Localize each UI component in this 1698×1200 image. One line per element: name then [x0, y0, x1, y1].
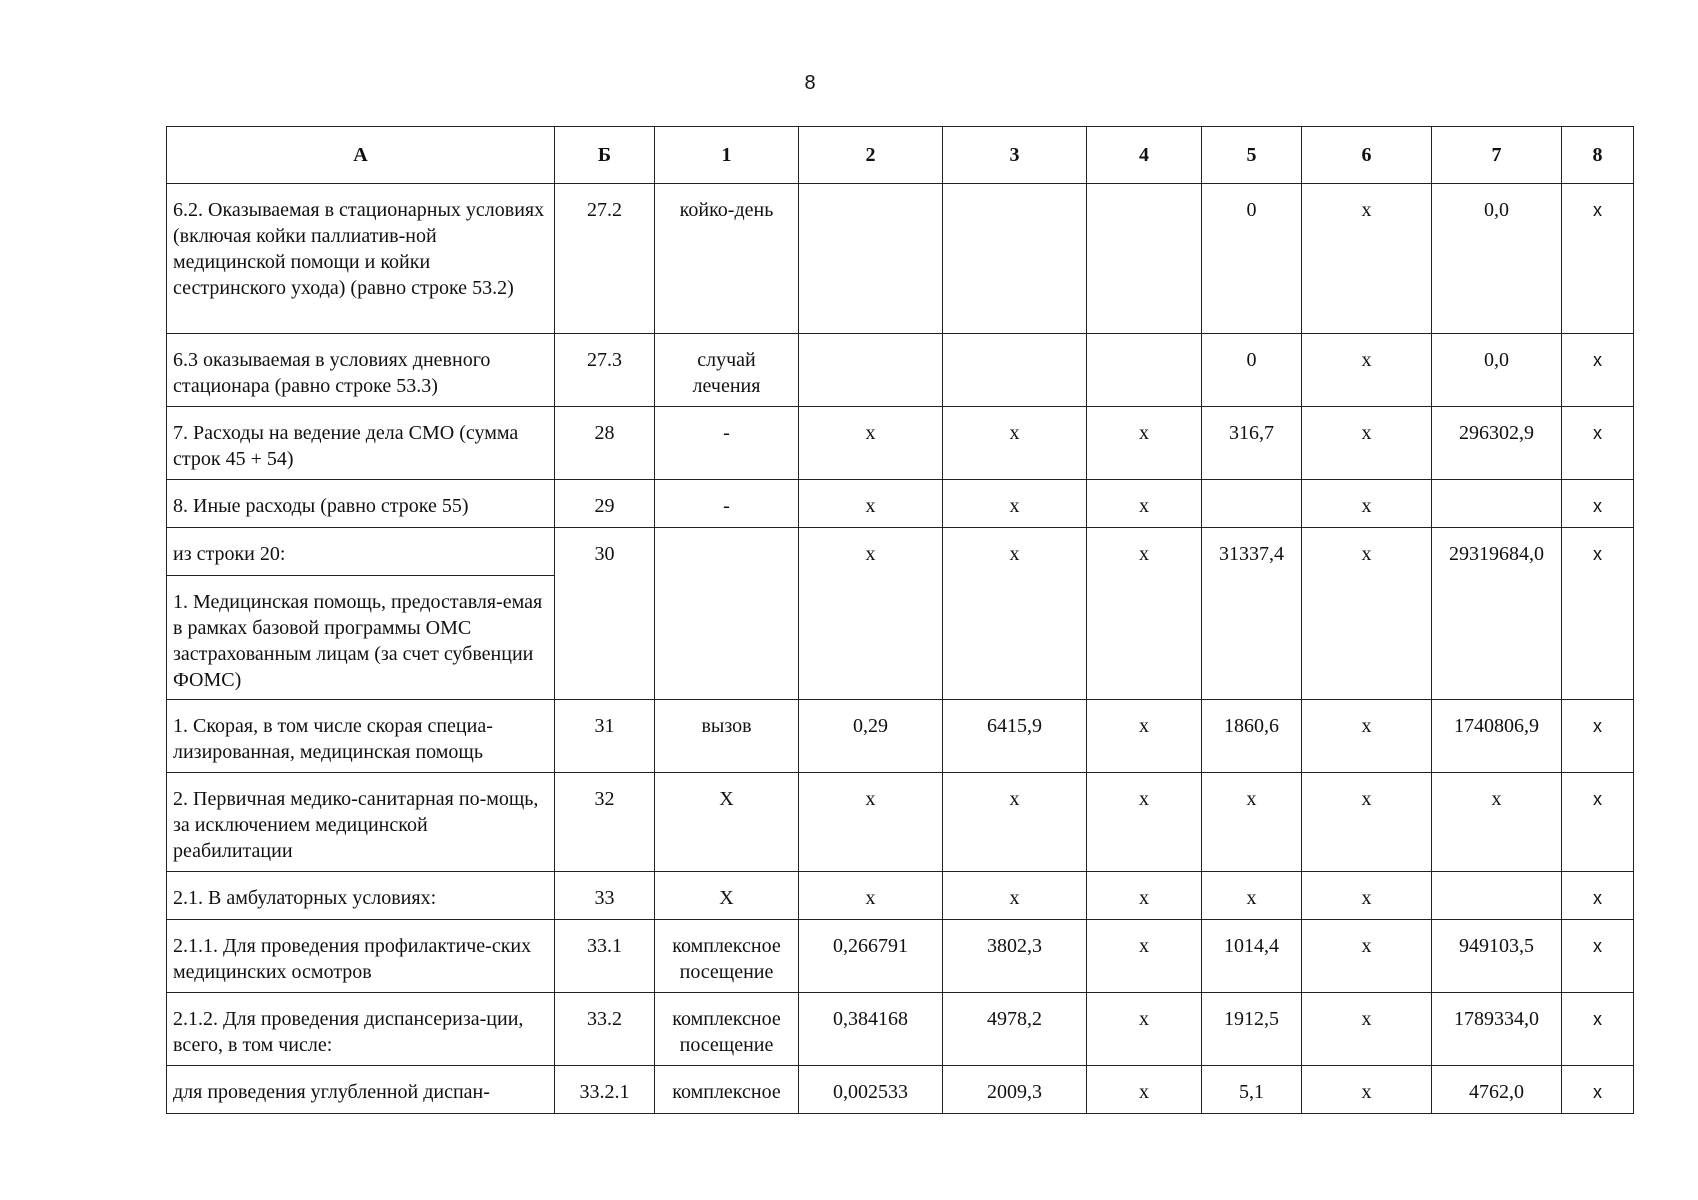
- cell-col-8: х: [1562, 773, 1634, 872]
- cell-col-6: х: [1302, 407, 1432, 480]
- row-code: 33: [555, 872, 655, 920]
- row-code: 33.2.1: [555, 1066, 655, 1114]
- cell-col-5: х: [1202, 773, 1302, 872]
- cell-col-2: [799, 334, 943, 407]
- cell-col-5: х: [1202, 872, 1302, 920]
- cell-col-6: х: [1302, 528, 1432, 700]
- cell-col-2: х: [799, 407, 943, 480]
- cell-col-8: х: [1562, 700, 1634, 773]
- cell-col-1: комплексное посещение: [655, 993, 799, 1066]
- cell-col-2: х: [799, 528, 943, 700]
- table-row: [167, 1066, 1634, 1114]
- cell-col-3: [943, 334, 1087, 407]
- row-code: 27.2: [555, 184, 655, 334]
- row-code: 33.1: [555, 920, 655, 993]
- cell-col-7: 0,0: [1432, 184, 1562, 334]
- header-cell-8: 8: [1562, 127, 1634, 184]
- row-code: 28: [555, 407, 655, 480]
- cell-col-1: комплексное посещение: [655, 920, 799, 993]
- cell-col-6: х: [1302, 993, 1432, 1066]
- row-name: 1. Скорая, в том числе скорая специа-лизированная, медицинская помощь: [167, 700, 555, 773]
- cell-col-8: х: [1562, 993, 1634, 1066]
- cell-col-7: 1740806,9: [1432, 700, 1562, 773]
- cell-col-1: вызов: [655, 700, 799, 773]
- cell-col-1: койко-день: [655, 184, 799, 334]
- row-code: 32: [555, 773, 655, 872]
- cell-col-5: 0: [1202, 334, 1302, 407]
- header-cell-2: 2: [799, 127, 943, 184]
- row-code: 30: [555, 528, 655, 700]
- cell-col-2: х: [799, 872, 943, 920]
- cell-col-3: х: [943, 480, 1087, 528]
- table-row: [167, 773, 1634, 872]
- cell-col-2: 0,29: [799, 700, 943, 773]
- table-row: [167, 993, 1634, 1066]
- header-cell-4: 4: [1087, 127, 1202, 184]
- header-cell-3: 3: [943, 127, 1087, 184]
- header-cell-b: Б: [555, 127, 655, 184]
- cell-col-5: 1014,4: [1202, 920, 1302, 993]
- row-name: 8. Иные расходы (равно строке 55): [167, 480, 555, 528]
- header-cell-6: 6: [1302, 127, 1432, 184]
- row-code: 27.3: [555, 334, 655, 407]
- cell-col-5: 316,7: [1202, 407, 1302, 480]
- row-name: из строки 20:: [167, 528, 555, 576]
- cell-col-6: х: [1302, 920, 1432, 993]
- cell-col-7: 296302,9: [1432, 407, 1562, 480]
- table-row: [167, 700, 1634, 773]
- cell-col-4: [1087, 334, 1202, 407]
- cell-col-1: -: [655, 407, 799, 480]
- table-row: [167, 407, 1634, 480]
- cell-col-6: х: [1302, 700, 1432, 773]
- table-row: [167, 480, 1634, 528]
- cell-col-1: случай лечения: [655, 334, 799, 407]
- cell-col-6: х: [1302, 1066, 1432, 1114]
- cell-col-8: х: [1562, 528, 1634, 700]
- cell-col-6: х: [1302, 872, 1432, 920]
- row-name: 6.3 оказываемая в условиях дневного стационара (равно строке 53.3): [167, 334, 555, 407]
- cell-col-7: 4762,0: [1432, 1066, 1562, 1114]
- cell-col-7: [1432, 480, 1562, 528]
- cell-col-4: х: [1087, 1066, 1202, 1114]
- cell-col-5: 1860,6: [1202, 700, 1302, 773]
- cell-col-1: Х: [655, 773, 799, 872]
- cell-col-4: х: [1087, 872, 1202, 920]
- cell-col-5: 5,1: [1202, 1066, 1302, 1114]
- cell-col-3: 2009,3: [943, 1066, 1087, 1114]
- cell-col-6: х: [1302, 480, 1432, 528]
- page-number: 8: [804, 72, 816, 94]
- cell-col-5: 31337,4: [1202, 528, 1302, 700]
- cell-col-7: 1789334,0: [1432, 993, 1562, 1066]
- row-code: 31: [555, 700, 655, 773]
- cell-col-8: х: [1562, 184, 1634, 334]
- header-row: [167, 127, 1634, 184]
- cell-col-1: -: [655, 480, 799, 528]
- cell-col-4: [1087, 184, 1202, 334]
- table-row: [167, 920, 1634, 993]
- cell-col-2: 0,266791: [799, 920, 943, 993]
- cell-col-6: х: [1302, 773, 1432, 872]
- cell-col-3: 3802,3: [943, 920, 1087, 993]
- cell-col-5: 0: [1202, 184, 1302, 334]
- report-table: [166, 126, 1634, 1114]
- cell-col-4: х: [1087, 920, 1202, 993]
- cell-col-4: х: [1087, 480, 1202, 528]
- cell-col-2: 0,384168: [799, 993, 943, 1066]
- header-cell-5: 5: [1202, 127, 1302, 184]
- cell-col-8: х: [1562, 920, 1634, 993]
- cell-col-4: х: [1087, 700, 1202, 773]
- cell-col-2: 0,002533: [799, 1066, 943, 1114]
- cell-col-3: [943, 184, 1087, 334]
- cell-col-2: х: [799, 480, 943, 528]
- table-row: [167, 334, 1634, 407]
- header-cell-a: А: [167, 127, 555, 184]
- cell-col-4: х: [1087, 407, 1202, 480]
- cell-col-2: [799, 184, 943, 334]
- cell-col-7: 29319684,0: [1432, 528, 1562, 700]
- cell-col-7: х: [1432, 773, 1562, 872]
- table-row: [167, 184, 1634, 334]
- cell-col-8: х: [1562, 334, 1634, 407]
- cell-col-5: 1912,5: [1202, 993, 1302, 1066]
- cell-col-3: 4978,2: [943, 993, 1087, 1066]
- header-cell-1: 1: [655, 127, 799, 184]
- row-code: 29: [555, 480, 655, 528]
- row-name: 6.2. Оказываемая в стационарных условиях (включая койки паллиатив-ной медицинской помощи и койки сестринского ухода) (равно строке 53.2): [167, 184, 555, 334]
- cell-col-3: 6415,9: [943, 700, 1087, 773]
- cell-col-3: х: [943, 528, 1087, 700]
- table-row: [167, 872, 1634, 920]
- cell-col-6: х: [1302, 184, 1432, 334]
- row-name: 2. Первичная медико-санитарная по-мощь, за исключением медицинской реабилитации: [167, 773, 555, 872]
- row-name: для проведения углубленной диспан-: [167, 1066, 555, 1114]
- cell-col-2: х: [799, 773, 943, 872]
- cell-col-3: х: [943, 872, 1087, 920]
- header-cell-7: 7: [1432, 127, 1562, 184]
- cell-col-4: х: [1087, 528, 1202, 700]
- row-code: 33.2: [555, 993, 655, 1066]
- row-name: 2.1. В амбулаторных условиях:: [167, 872, 555, 920]
- row-name: 2.1.2. Для проведения диспансериза-ции, всего, в том числе:: [167, 993, 555, 1066]
- cell-col-7: 0,0: [1432, 334, 1562, 407]
- cell-col-1: Х: [655, 872, 799, 920]
- cell-col-1: [655, 528, 799, 700]
- cell-col-3: х: [943, 773, 1087, 872]
- cell-col-5: [1202, 480, 1302, 528]
- row-name: 1. Медицинская помощь, предоставля-емая в рамках базовой программы ОМС застрахованным лицам (за счет субвенции ФОМС): [167, 576, 555, 700]
- cell-col-7: 949103,5: [1432, 920, 1562, 993]
- cell-col-3: х: [943, 407, 1087, 480]
- cell-col-1: комплексное: [655, 1066, 799, 1114]
- cell-col-7: [1432, 872, 1562, 920]
- table-row: [167, 528, 1634, 576]
- row-name: 2.1.1. Для проведения профилактиче-ских медицинских осмотров: [167, 920, 555, 993]
- cell-col-8: х: [1562, 480, 1634, 528]
- cell-col-4: х: [1087, 773, 1202, 872]
- cell-col-6: х: [1302, 334, 1432, 407]
- row-name: 7. Расходы на ведение дела СМО (сумма строк 45 + 54): [167, 407, 555, 480]
- cell-col-8: х: [1562, 1066, 1634, 1114]
- cell-col-8: х: [1562, 872, 1634, 920]
- cell-col-8: х: [1562, 407, 1634, 480]
- cell-col-4: х: [1087, 993, 1202, 1066]
